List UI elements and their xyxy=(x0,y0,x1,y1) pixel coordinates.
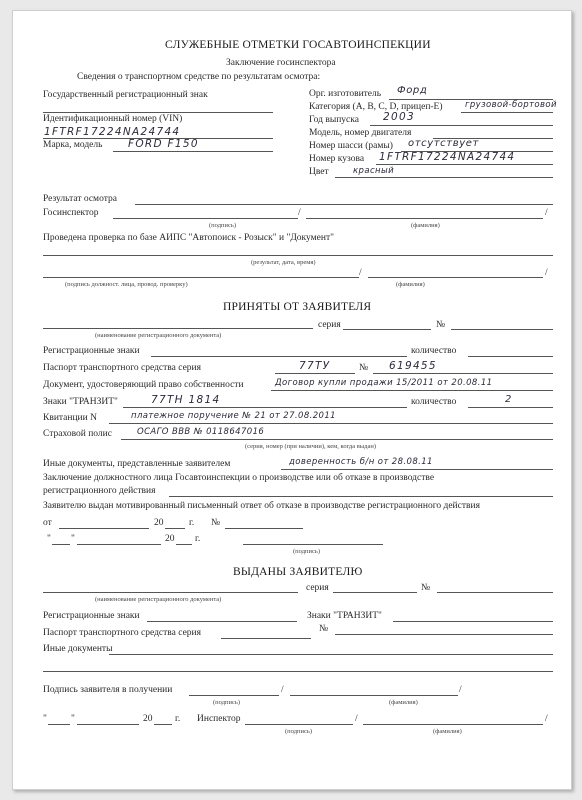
issued-receipt-sign-line[interactable] xyxy=(189,695,279,696)
refusal-day-line[interactable] xyxy=(52,544,70,545)
issued-transit-line[interactable] xyxy=(393,621,553,622)
refusal-num-line[interactable] xyxy=(225,528,303,529)
accepted-qty-line[interactable] xyxy=(468,356,553,357)
issued-series-line[interactable] xyxy=(333,592,417,593)
engine-label: Модель, номер двигателя xyxy=(309,128,412,138)
accepted-transit-qty-label: количество xyxy=(411,397,457,407)
accepted-docname-line[interactable] xyxy=(43,328,313,329)
body-line xyxy=(376,164,553,165)
reg-sign-line[interactable] xyxy=(43,112,273,113)
accepted-transit-qty-line xyxy=(468,407,553,408)
refusal-from-label: от xyxy=(43,518,52,528)
database-official-line[interactable] xyxy=(43,277,359,278)
accepted-pts-label: Паспорт транспортного средства серия xyxy=(43,363,202,373)
accepted-title: ПРИНЯТЫ ОТ ЗАЯВИТЕЛЯ xyxy=(223,301,372,313)
refusal-year-line[interactable] xyxy=(165,528,185,529)
form-title: СЛУЖЕБНЫЕ ОТМЕТКИ ГОСАВТОИНСПЕКЦИИ xyxy=(165,39,431,51)
chassis-label: Номер шасси (рамы) xyxy=(309,141,393,151)
accepted-transit-qty[interactable]: 2 xyxy=(505,394,512,405)
accepted-series-label: серия xyxy=(318,320,341,330)
accepted-num-line[interactable] xyxy=(451,329,553,330)
accepted-pts-num[interactable]: 619455 xyxy=(389,360,437,372)
year-value[interactable]: 2003 xyxy=(383,111,415,123)
make-value[interactable]: FORD F150 xyxy=(128,138,199,150)
refusal-month-line[interactable] xyxy=(77,544,161,545)
inspector-sign-line[interactable] xyxy=(113,218,298,219)
issued-title: ВЫДАНЫ ЗАЯВИТЕЛЮ xyxy=(233,566,363,578)
issued-receipt-slash-end: / xyxy=(459,685,462,695)
accepted-num-label: № xyxy=(436,320,446,330)
accepted-series-line[interactable] xyxy=(343,329,431,330)
accepted-ownership-line xyxy=(271,390,553,391)
issued-year-suffix: г. xyxy=(175,714,181,724)
accepted-pts-series-line xyxy=(275,373,355,374)
accepted-insurance-caption: (серия, номер (при наличии), кем, когда выдан) xyxy=(245,443,376,450)
accepted-official-line1: Заключение должностного лица Госавтоинспекции о производстве или об отказе в производстве xyxy=(43,473,435,483)
database-result-caption: (результат, дата, время) xyxy=(251,259,316,266)
database-surname-caption: (фамилия) xyxy=(396,281,425,288)
issued-other-line-2[interactable] xyxy=(43,671,553,672)
accepted-receipt-label: Квитанции N xyxy=(43,413,97,423)
issued-transit-label: Знаки "ТРАНЗИТ" xyxy=(307,611,382,621)
body-value[interactable]: 1FTRF17224NA24744 xyxy=(379,151,516,163)
accepted-transit-line xyxy=(123,407,407,408)
issued-month-line[interactable] xyxy=(77,724,139,725)
issued-inspector-slash: / xyxy=(355,714,358,724)
issued-num-line[interactable] xyxy=(437,592,553,593)
inspection-result-label: Результат осмотра xyxy=(43,194,117,204)
inspector-sign-caption: (подпись) xyxy=(209,222,236,229)
refusal-sign-caption: (подпись) xyxy=(293,548,320,555)
body-label: Номер кузова xyxy=(309,154,365,164)
category-value[interactable]: грузовой-бортовой xyxy=(465,100,557,110)
accepted-insurance-line xyxy=(121,439,553,440)
database-slash-end: / xyxy=(545,268,548,278)
year-line xyxy=(370,125,553,126)
issued-receipt-surname-caption: (фамилия) xyxy=(389,699,418,706)
reg-sign-label: Государственный регистрационный знак xyxy=(43,90,208,100)
vin-value[interactable]: 1FTRF17224NA24744 xyxy=(44,126,181,138)
accepted-official-line[interactable] xyxy=(169,496,553,497)
issued-pts-num-line[interactable] xyxy=(335,634,553,635)
color-line xyxy=(335,177,553,178)
inspector-surname-line[interactable] xyxy=(306,218,543,219)
refusal-quote-open: " xyxy=(47,534,51,544)
database-result-line[interactable] xyxy=(43,255,553,256)
refusal-year-line-2[interactable] xyxy=(176,544,192,545)
issued-pts-label: Паспорт транспортного средства серия xyxy=(43,628,202,638)
issued-reg-signs-line[interactable] xyxy=(147,621,297,622)
accepted-qty-label: количество xyxy=(411,346,457,356)
info-title: Сведения о транспортном средстве по результатам осмотра: xyxy=(77,72,321,82)
accepted-other-value[interactable]: доверенность б/н от 28.08.11 xyxy=(289,457,433,467)
accepted-pts-series[interactable]: 77ТУ xyxy=(299,360,331,372)
issued-inspector-label: Инспектор xyxy=(197,714,241,724)
accepted-insurance-label: Страховой полис xyxy=(43,429,112,439)
refusal-year-prefix: 20 xyxy=(154,518,164,528)
issued-series-label: серия xyxy=(306,583,329,593)
make-label: Марка, модель xyxy=(43,140,103,150)
accepted-ownership-value[interactable]: Договор купли продажи 15/2011 от 20.08.11 xyxy=(275,378,493,388)
inspector-slash-end: / xyxy=(545,208,548,218)
issued-other-line-1[interactable] xyxy=(109,654,553,655)
issued-reg-signs-label: Регистрационные знаки xyxy=(43,611,140,621)
accepted-docname-caption: (наименование регистрационного документа) xyxy=(95,332,222,339)
manufacturer-value[interactable]: Форд xyxy=(397,85,428,96)
issued-other-label: Иные документы xyxy=(43,644,113,654)
refusal-num-label: № xyxy=(211,518,221,528)
color-label: Цвет xyxy=(309,167,329,177)
issued-docname-caption: (наименование регистрационного документа) xyxy=(95,596,222,603)
issued-inspector-sign-caption: (подпись) xyxy=(285,728,312,735)
accepted-pts-num-line xyxy=(373,373,553,374)
refusal-year-suffix: г. xyxy=(189,518,195,528)
issued-year-prefix: 20 xyxy=(143,714,153,724)
issued-pts-series-line[interactable] xyxy=(221,638,311,639)
inspector-label: Госинспектор xyxy=(43,208,99,218)
accepted-transit-value[interactable]: 77ТН 1814 xyxy=(151,394,221,406)
issued-pts-num-label: № xyxy=(319,624,329,634)
inspection-result-line[interactable] xyxy=(135,204,553,205)
refusal-year-prefix-2: 20 xyxy=(165,534,175,544)
issued-inspector-surname-caption: (фамилия) xyxy=(433,728,462,735)
refusal-sign-line[interactable] xyxy=(243,544,383,545)
accepted-reg-signs-label: Регистрационные знаки xyxy=(43,346,140,356)
manufacturer-label: Орг. изготовитель xyxy=(309,89,382,99)
refusal-date-line[interactable] xyxy=(59,528,149,529)
database-check-label: Проведена проверка по базе АИПС "Автопоиск - Розыск" и "Документ" xyxy=(43,233,335,243)
accepted-other-line xyxy=(281,469,553,470)
issued-receipt-surname-line[interactable] xyxy=(290,695,458,696)
color-value[interactable]: красный xyxy=(353,166,395,176)
category-label: Категория (А, В, С, D, прицеп-Е) xyxy=(309,102,443,112)
conclusion-label: Заключение госинспектора xyxy=(226,58,336,68)
database-slash: / xyxy=(359,268,362,278)
issued-quote-open: " xyxy=(43,714,47,724)
issued-year-line[interactable] xyxy=(154,724,172,725)
year-label: Год выпуска xyxy=(309,115,359,125)
accepted-transit-label: Знаки "ТРАНЗИТ" xyxy=(43,397,118,407)
chassis-value[interactable]: отсутствует xyxy=(408,138,479,149)
accepted-refusal-label: Заявителю выдан мотивированный письменный ответ об отказе в производстве регистрационного действия xyxy=(43,501,480,511)
issued-receipt-slash: / xyxy=(281,685,284,695)
issued-docname-line[interactable] xyxy=(43,592,298,593)
refusal-quote-close: " xyxy=(71,534,75,544)
inspector-surname-caption: (фамилия) xyxy=(411,222,440,229)
database-official-caption: (подпись должност. лица, провод. проверку) xyxy=(65,281,188,288)
issued-receipt-label: Подпись заявителя в получении xyxy=(43,685,173,695)
issued-inspector-slash-end: / xyxy=(545,714,548,724)
accepted-receipt-value[interactable]: платежное поручение № 21 от 27.08.2011 xyxy=(131,411,336,421)
accepted-receipt-line xyxy=(109,423,553,424)
issued-receipt-sign-caption: (подпись) xyxy=(213,699,240,706)
accepted-reg-signs-line[interactable] xyxy=(151,356,407,357)
accepted-pts-num-label: № xyxy=(359,363,369,373)
application-form-page xyxy=(12,10,572,790)
make-line xyxy=(113,151,273,152)
vin-label: Идентификационный номер (VIN) xyxy=(43,114,183,124)
refusal-year-suffix-2: г. xyxy=(195,534,201,544)
issued-num-label: № xyxy=(421,583,431,593)
accepted-other-label: Иные документы, представленные заявителем xyxy=(43,459,231,469)
inspector-slash: / xyxy=(298,208,301,218)
category-line xyxy=(461,112,553,113)
accepted-insurance-value[interactable]: ОСАГО ВВВ № 0118647016 xyxy=(137,427,265,437)
issued-inspector-sign-line[interactable] xyxy=(245,724,353,725)
database-surname-line[interactable] xyxy=(368,277,543,278)
issued-day-line[interactable] xyxy=(48,724,70,725)
issued-inspector-surname-line[interactable] xyxy=(363,724,543,725)
accepted-official-line2: регистрационного действия xyxy=(43,486,156,496)
issued-quote-close: " xyxy=(71,714,75,724)
accepted-ownership-label: Документ, удостоверяющий право собственности xyxy=(43,380,244,390)
